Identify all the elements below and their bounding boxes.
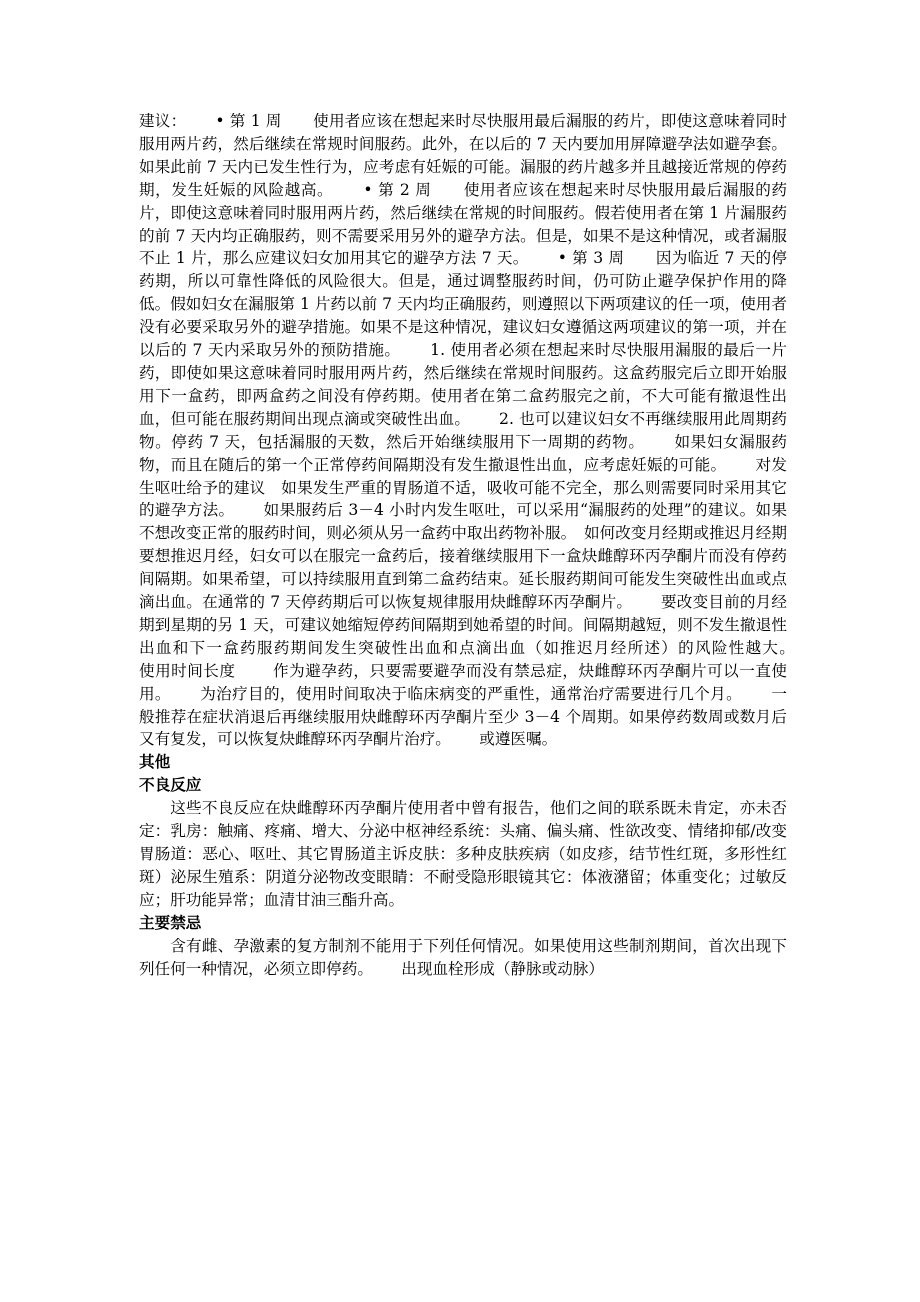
section-heading-adverse-reactions: 不良反应 xyxy=(139,776,202,795)
dosage-advice-paragraph: 建议： • 第 1 周 使用者应该在想起来时尽快服用最后漏服的药片，即使这意味着同时服用两片药，然后继续在常规时间服药。此外，在以后的 7 天内要加用屏障避孕法如避孕套。如果此前 7 天内已发生性行为，应考虑有妊娠的可能。漏服的药片越多并且越接近常规的停药期，发生妊娠的风险越高。 • 第 2 周 使用者应该在想起来时尽快服用最后漏服的药片，即使这意味着同时服用两片药，然后继续在常规的时间服药。假若使用者在第 1 片漏服药的前 7 天内均正确服药，则不需要采用另外的避孕方法。但是，如果不是这种情况，或者漏服不止 1 片，那么应建议妇女加用其它的避孕方法 7 天。 • 第 3 周 因为临近 7 天的停药期，所以可靠性降低的风险很大。但是，通过调整服药时间，仍可防止避孕保护作用的降低。假如妇女在漏服第 1 片药以前 7 天内均正确服药，则遵照以下两项建议的任一项，使用者没有必要采取另外的避孕措施。如果不是这种情况，建议妇女遵循这两项建议的第一项，并在以后的 7 天内采取另外的预防措施。 1. 使用者必须在想起来时尽快服用漏服的最后一片药，即使如果这意味着同时服用两片药，然后继续在常规时间服药。这盒药服完后立即开始服用下一盒药，即两盒药之间没有停药期。使用者在第二盒药服完之前，不大可能有撤退性出血，但可能在服药期间出现点滴或突破性出血。 2. 也可以建议妇女不再继续服用此周期药物。停药 7 天，包括漏服的天数，然后开始继续服用下一周期的药物。 如果妇女漏服药物，而且在随后的第一个正常停药间隔期没有发生撤退性出血，应考虑妊娠的可能。 对发生呕吐给予的建议 如果发生严重的胃肠道不适，吸收可能不完全，那么则需要同时采用其它的避孕方法。 如果服药后 3－4 小时内发生呕吐，可以采用“漏服药的处理”的建议。如果不想改变正常的服药时间，则必须从另一盒药中取出药物补服。 如何改变月经期或推迟月经期 要想推迟月经，妇女可以在服完一盒药后，接着继续服用下一盒炔雌醇环丙孕酮片而没有停药间隔期。如果希望，可以持续服用直到第二盒药结束。延长服药期间可能发生突破性出血或点滴出血。在通常的 7 天停药期后可以恢复规律服用炔雌醇环丙孕酮片。 要改变目前的月经期到星期的另 1 天，可建议她缩短停药间隔期到她希望的时间。间隔期越短，则不发生撤退性出血和下一盒药服药期间发生突破性出血和点滴出血（如推迟月经所述）的风险性越大。 使用时间长度 作为避孕药，只要需要避孕而没有禁忌症，炔雌醇环丙孕酮片可以一直使用。 为治疗目的，使用时间取决于临床病变的严重性，通常治疗需要进行几个月。 一般推荐在症状消退后再继续服用炔雌醇环丙孕酮片至少 3－4 个周期。如果停药数周或数月后又有复发，可以恢复炔雌醇环丙孕酮片治疗。 或遵医嘱。 xyxy=(139,112,824,749)
adverse-reactions-paragraph: 这些不良反应在炔雌醇环丙孕酮片使用者中曾有报告，他们之间的联系既未肯定，亦未否定：乳房：触痛、疼痛、增大、分泌中枢神经系统：头痛、偏头痛、性欲改变、情绪抑郁/改变胃肠道：恶心、呕吐、其它胃肠道主诉皮肤：多种皮肤疾病（如皮疹，结节性红斑，多形性红斑）泌尿生殖系：阴道分泌物改变眼睛：不耐受隐形眼镜其它：体液潴留；体重变化；过敏反应；肝功能异常；血清甘油三酯升高。 xyxy=(139,799,787,909)
contraindications-paragraph: 含有雌、孕激素的复方制剂不能用于下列任何情况。如果使用这些制剂期间，首次出现下列任何一种情况，必须立即停药。 出现血栓形成（静脉或动脉） xyxy=(139,936,787,978)
document-page xyxy=(139,110,824,980)
section-heading-other: 其他 xyxy=(139,753,171,772)
section-heading-contraindications: 主要禁忌 xyxy=(139,913,202,932)
